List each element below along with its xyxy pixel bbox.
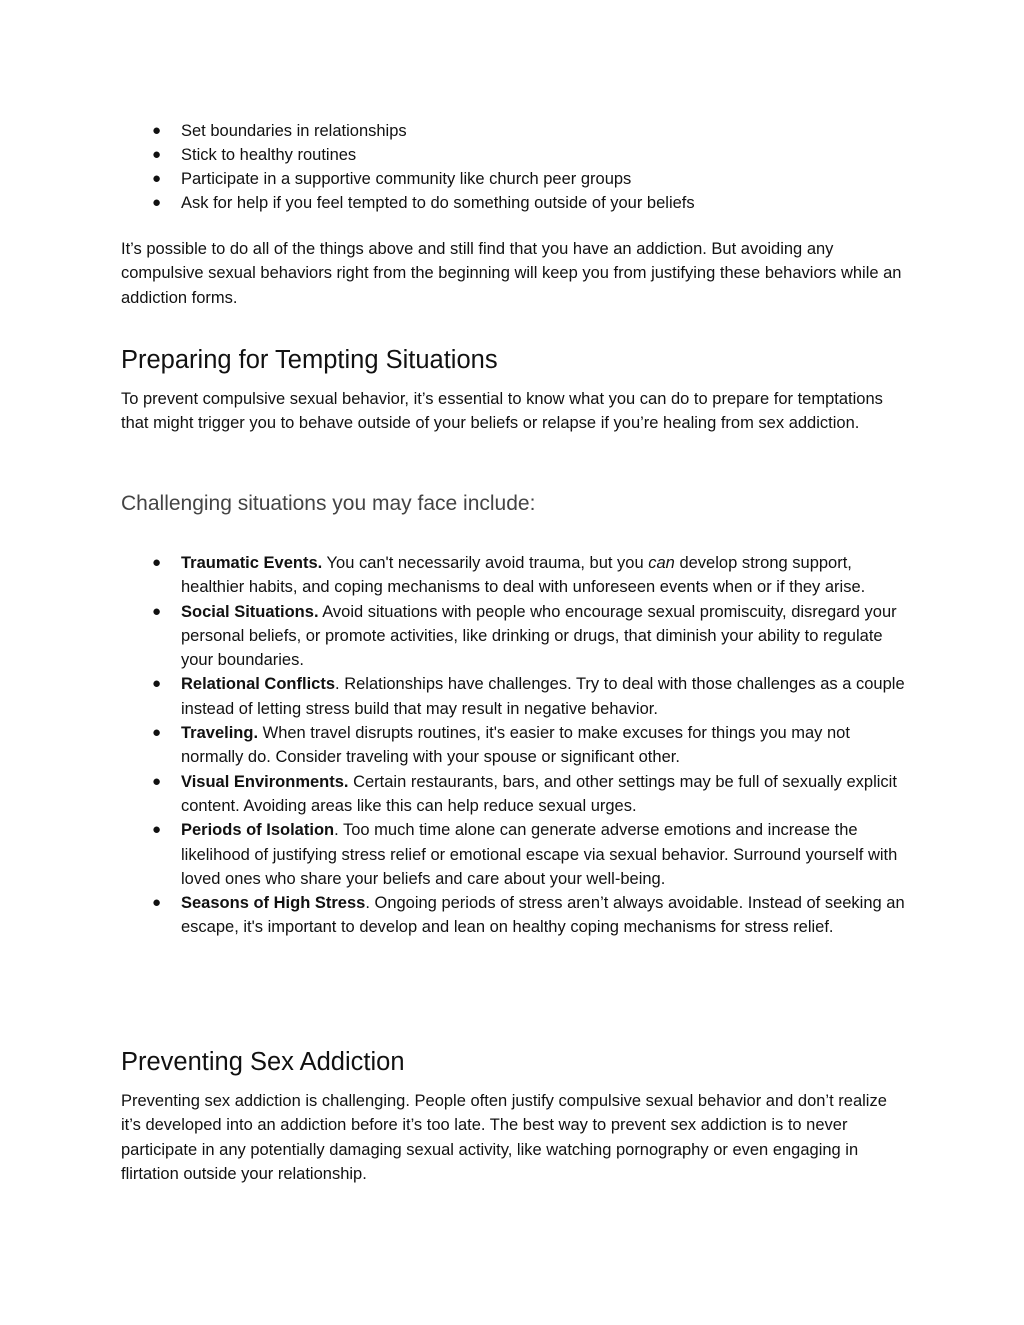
bullet-icon: ● — [152, 675, 162, 693]
list-item — [121, 818, 911, 891]
item-term: Traveling. — [181, 724, 259, 743]
bullet-icon: ● — [152, 194, 162, 211]
item-term: Periods of Isolation — [181, 821, 335, 840]
intro-bullet-list — [121, 119, 695, 215]
list-item — [121, 891, 911, 940]
preparing-paragraph: To prevent compulsive sexual behavior, it’s essential to know what you can do to prepare for temptations that might trigger you to behave outside of your beliefs or relapse if you’re healing from sex addiction. — [121, 390, 883, 433]
section-heading-preparing: Preparing for Tempting Situations — [121, 346, 498, 374]
item-text: . Ongoing periods of stress aren’t always avoidable. Instead of seeking an escape, it's important to develop and lean on healthy coping mechanisms for stress relief. — [181, 894, 905, 937]
list-item — [121, 600, 911, 673]
list-item — [121, 672, 911, 721]
preventing-paragraph: Preventing sex addiction is challenging. People often justify compulsive sexual behavior and don’t realize it’s developed into an addiction before it’s too late. The best way to prevent sex addiction is to never participate in any potentially damaging sexual activity, like watching pornography or even engaging in flirtation outside your relationship. — [121, 1092, 887, 1183]
item-term: Social Situations. — [181, 602, 319, 621]
list-item — [121, 770, 911, 819]
bullet-icon: ● — [152, 122, 162, 139]
challenges-bullet-list — [121, 551, 911, 940]
list-item: ● Participate in a supportive community like church peer groups — [121, 167, 695, 191]
item-term: Seasons of High Stress — [181, 894, 366, 913]
bullet-icon: ● — [152, 894, 162, 912]
item-emphasis: can — [648, 554, 675, 572]
bullet-icon: ● — [152, 146, 162, 163]
list-item: ● Stick to healthy routines — [121, 143, 695, 167]
item-term: Relational Conflicts — [181, 675, 336, 694]
bullet-icon: ● — [152, 554, 162, 571]
challenges-subheading: Challenging situations you may face include: — [121, 492, 536, 515]
intro-paragraph: It’s possible to do all of the things above and still find that you have an addiction. But avoiding any compulsive sexual behaviors right from the beginning will keep you from justifying these behaviors while an addiction forms. — [121, 240, 902, 307]
item-term: Traumatic Events. — [181, 554, 323, 572]
bullet-icon: ● — [152, 724, 162, 742]
list-item — [121, 721, 911, 770]
bullet-icon: ● — [152, 821, 162, 839]
item-term: Visual Environments. — [181, 772, 349, 791]
section-heading-preventing: Preventing Sex Addiction — [121, 1048, 405, 1076]
item-text: Avoid situations with people who encourage sexual promiscuity, disregard your personal beliefs, or promote activities, like drinking or drugs, that diminish your ability to regulate your boundaries. — [181, 602, 897, 670]
bullet-icon: ● — [152, 602, 162, 620]
list-item — [121, 551, 911, 600]
document-page — [121, 0, 911, 1325]
item-text: You can't necessarily avoid trauma, but you — [322, 554, 649, 572]
item-text: . Too much time alone can generate adverse emotions and increase the likelihood of justifying stress relief or emotional escape via sexual behavior. Surround yourself with loved ones who share your beliefs and care about your well-being. — [181, 821, 898, 888]
item-text: When travel disrupts routines, it's easier to make excuses for things you may not normally do. Consider traveling with your spouse or significant other. — [181, 724, 850, 767]
item-text: Certain restaurants, bars, and other settings may be full of sexually explicit content. Avoiding areas like this can help reduce sexual urges. — [181, 772, 897, 815]
bullet-icon: ● — [152, 170, 162, 187]
item-text: . Relationships have challenges. Try to deal with those challenges as a couple instead of letting stress build that may result in negative behavior. — [181, 675, 905, 718]
item-text-rest: develop strong support, healthier habits, and coping mechanisms to deal with unforeseen events when or if they arise. — [181, 554, 866, 597]
list-item: ● Ask for help if you feel tempted to do something outside of your beliefs — [121, 191, 695, 215]
list-item: ● Set boundaries in relationships — [121, 119, 695, 143]
bullet-icon: ● — [152, 772, 162, 790]
